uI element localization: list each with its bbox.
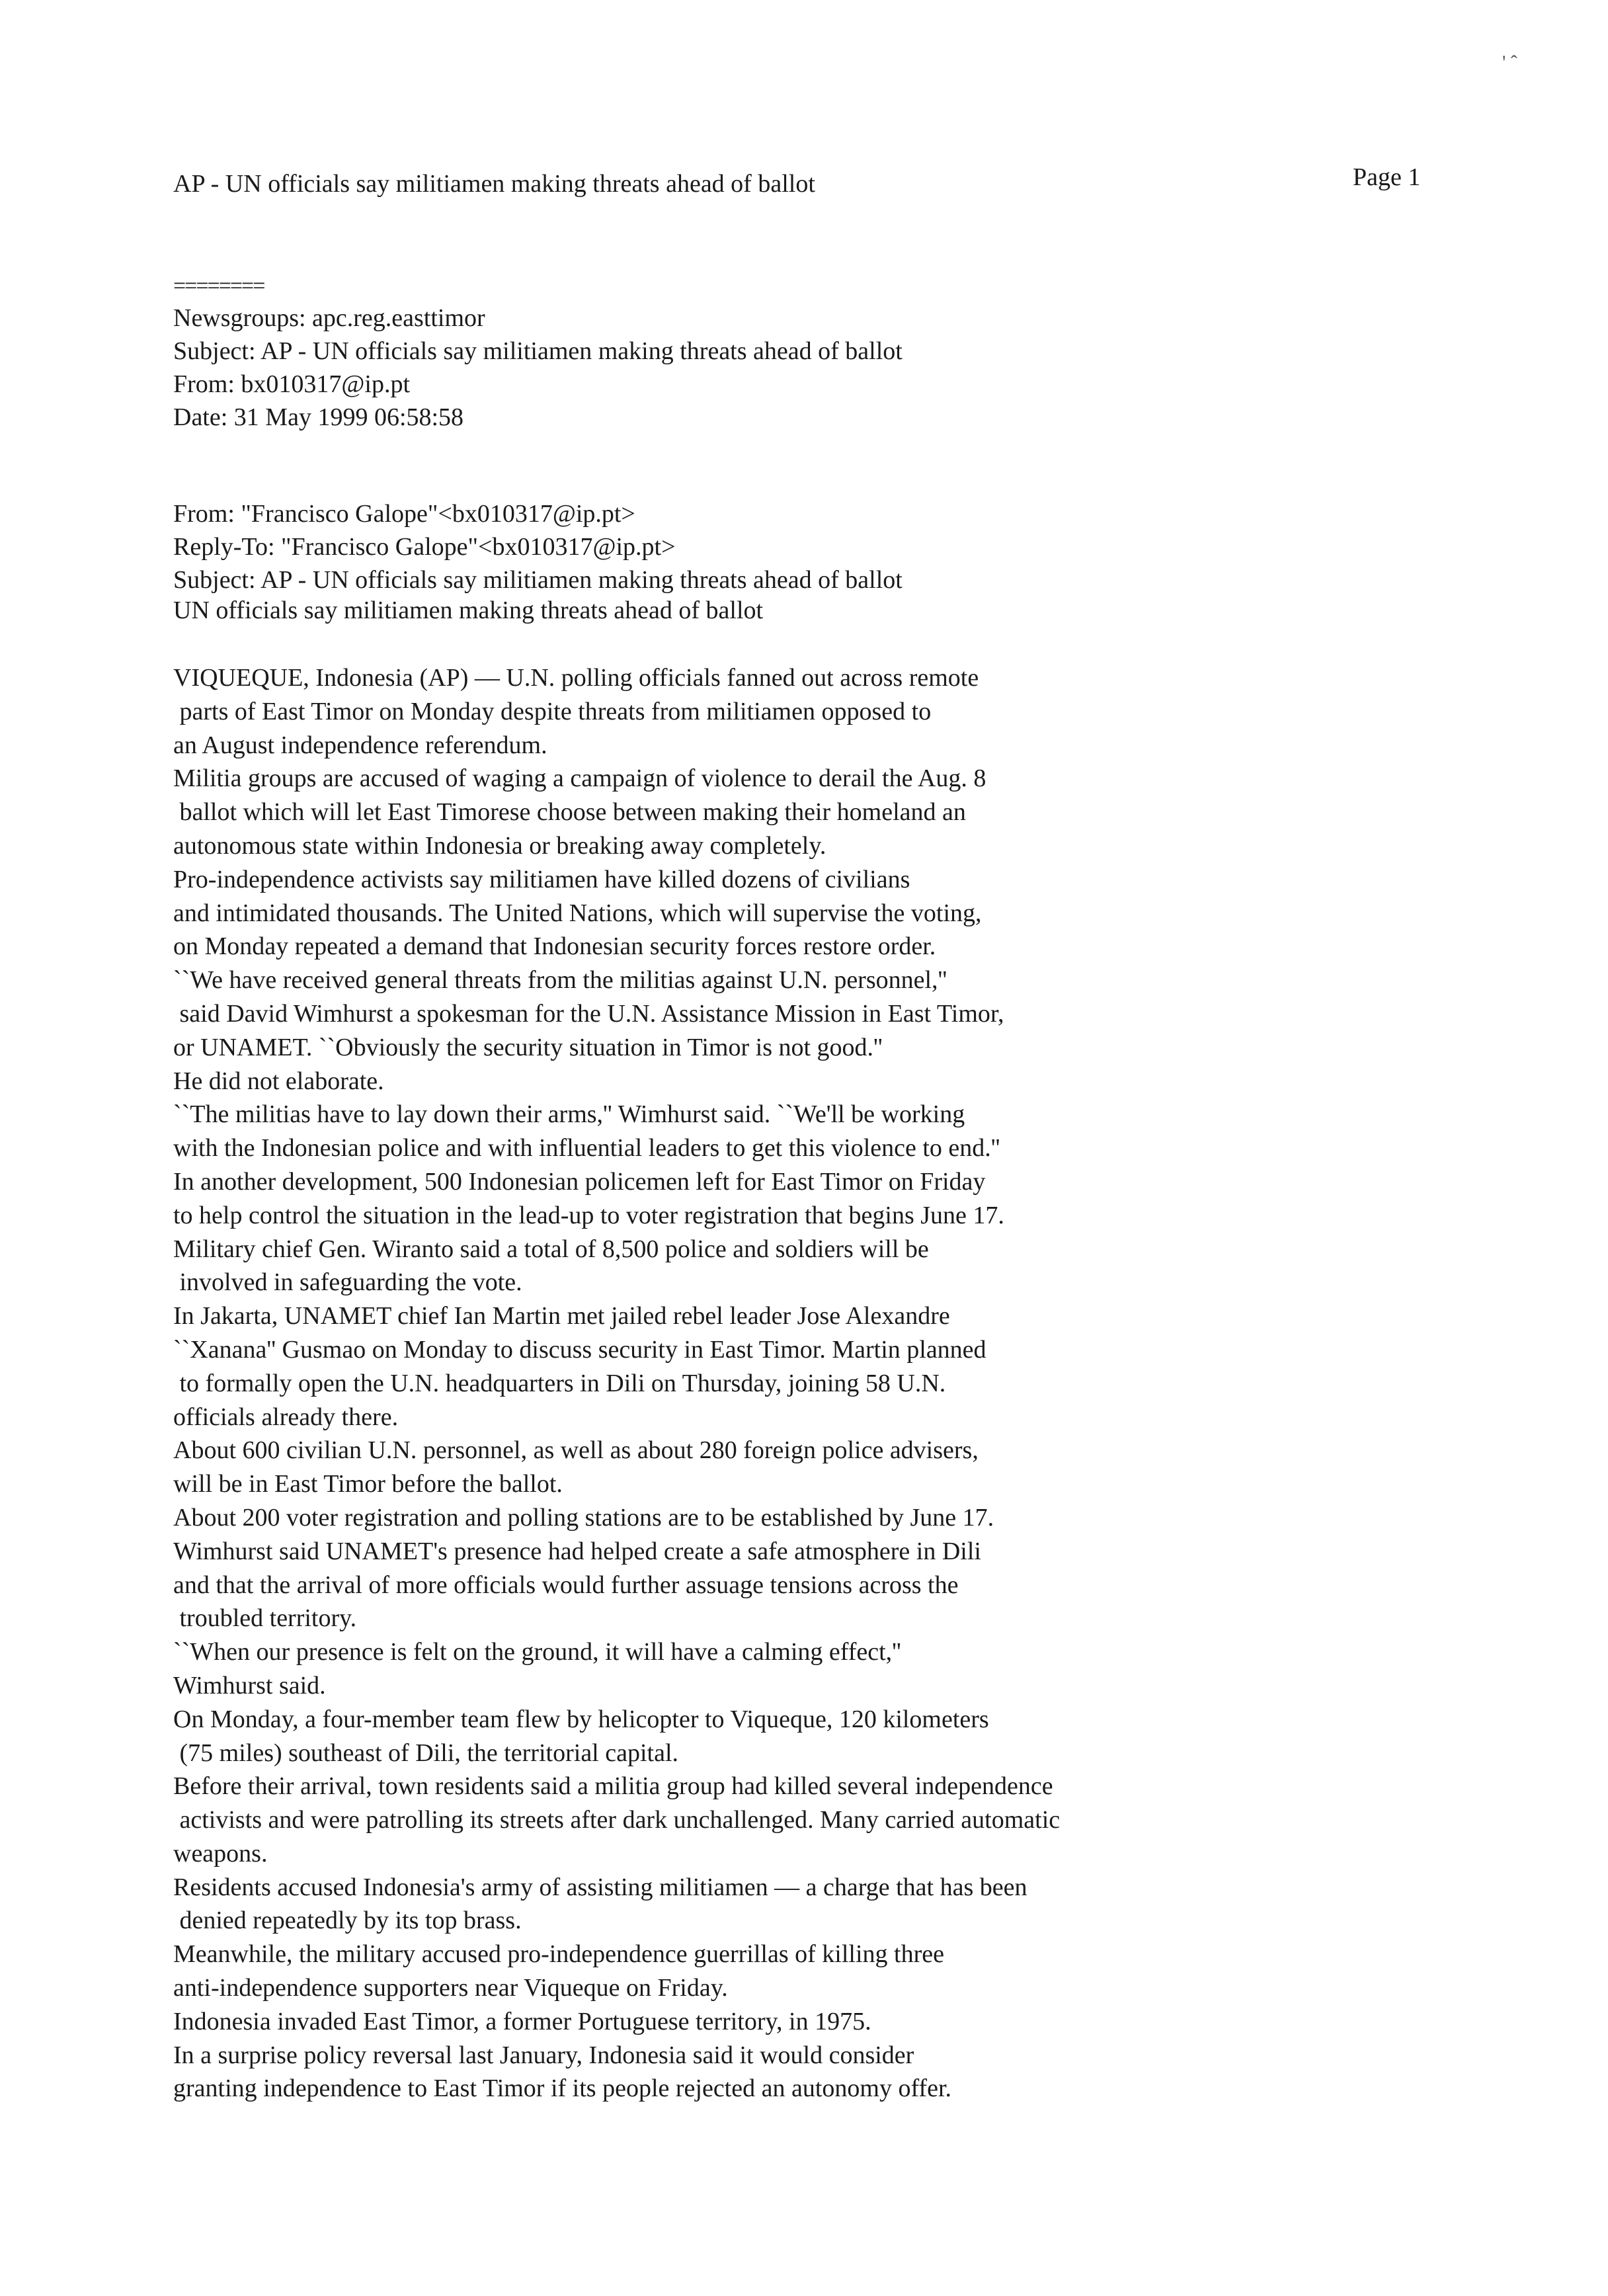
- article-line: On Monday, a four-member team flew by helicopter to Viqueque, 120 kilometers: [173, 1705, 989, 1733]
- header-from-name: From: "Francisco Galope"<bx010317@ip.pt>: [173, 500, 635, 528]
- article-line: Meanwhile, the military accused pro-independence guerrillas of killing three: [173, 1940, 944, 1969]
- article-line: Residents accused Indonesia's army of assisting militiamen — a charge that has been: [173, 1873, 1027, 1901]
- article-line: troubled territory.: [173, 1604, 357, 1633]
- article-line: denied repeatedly by its top brass.: [173, 1906, 522, 1935]
- article-line: or UNAMET. ``Obviously the security situation in Timor is not good.'': [173, 1033, 883, 1061]
- article-line: Wimhurst said UNAMET's presence had helped create a safe atmosphere in Dili: [173, 1537, 981, 1565]
- article-line: VIQUEQUE, Indonesia (AP) — U.N. polling officials fanned out across remote: [173, 664, 979, 692]
- article-line: Military chief Gen. Wiranto said a total of 8,500 police and soldiers will be: [173, 1235, 929, 1263]
- article-line: In another development, 500 Indonesian policemen left for East Timor on Friday: [173, 1167, 986, 1196]
- article-line: Indonesia invaded East Timor, a former Portuguese territory, in 1975.: [173, 2007, 871, 2035]
- article-line: with the Indonesian police and with influential leaders to get this violence to end.'': [173, 1134, 1000, 1163]
- article-line: In Jakarta, UNAMET chief Ian Martin met jailed rebel leader Jose Alexandre: [173, 1302, 950, 1331]
- page-number: Page 1: [1353, 163, 1421, 191]
- message-headers: [173, 497, 903, 596]
- header-subject: Subject: AP - UN officials say militiamen making threats ahead of ballot: [173, 337, 903, 365]
- separator-line: ========: [173, 274, 264, 298]
- article-line: on Monday repeated a demand that Indonesian security forces restore order.: [173, 932, 936, 961]
- article-line: ``When our presence is felt on the ground, it will have a calming effect,'': [173, 1638, 901, 1666]
- article-line: said David Wimhurst a spokesman for the U.N. Assistance Mission in East Timor,: [173, 999, 1004, 1028]
- article-line: involved in safeguarding the vote.: [173, 1268, 522, 1297]
- article-line: In a surprise policy reversal last January, Indonesia said it would consider: [173, 2041, 914, 2069]
- header-from: From: bx010317@ip.pt: [173, 370, 411, 398]
- header-date: Date: 31 May 1999 06:58:58: [173, 403, 464, 431]
- article-line: and intimidated thousands. The United Nations, which will supervise the voting,: [173, 899, 982, 927]
- corner-mark: ' ˆ: [1502, 52, 1517, 73]
- article-body: [173, 661, 1403, 2106]
- article-line: Before their arrival, town residents said a militia group had killed several independence: [173, 1772, 1053, 1801]
- running-title: AP - UN officials say militiamen making threats ahead of ballot: [173, 170, 815, 198]
- article-line: Pro-independence activists say militiamen have killed dozens of civilians: [173, 865, 910, 893]
- article-line: to help control the situation in the lead-up to voter registration that begins June 17.: [173, 1201, 1004, 1229]
- header-reply-to: Reply-To: "Francisco Galope"<bx010317@ip.pt>: [173, 533, 676, 561]
- article-line: Militia groups are accused of waging a campaign of violence to derail the Aug. 8: [173, 764, 986, 793]
- article-line: ``The militias have to lay down their arms,'' Wimhurst said. ``We'll be working: [173, 1100, 965, 1129]
- article-line: About 200 voter registration and polling stations are to be established by June 17.: [173, 1503, 994, 1532]
- article-line: (75 miles) southeast of Dili, the territorial capital.: [173, 1739, 679, 1767]
- article-line: weapons.: [173, 1839, 268, 1867]
- article-line: will be in East Timor before the ballot.: [173, 1470, 563, 1498]
- article-line: granting independence to East Timor if its people rejected an autonomy offer.: [173, 2074, 951, 2103]
- article-line: About 600 civilian U.N. personnel, as well as about 280 foreign police advisers,: [173, 1436, 979, 1465]
- article-line: officials already there.: [173, 1403, 399, 1431]
- newsgroup-headers: [173, 302, 903, 434]
- article-headline: UN officials say militiamen making threats ahead of ballot: [173, 596, 764, 624]
- article-line: ``We have received general threats from the militias against U.N. personnel,'': [173, 966, 947, 995]
- article-line: ballot which will let East Timorese choose between making their homeland an: [173, 798, 966, 827]
- article-line: to formally open the U.N. headquarters in Dili on Thursday, joining 58 U.N.: [173, 1369, 946, 1397]
- article-line: He did not elaborate.: [173, 1067, 384, 1095]
- article-line: autonomous state within Indonesia or breaking away completely.: [173, 831, 826, 860]
- article-line: anti-independence supporters near Viqueque on Friday.: [173, 1974, 728, 2002]
- article-line: parts of East Timor on Monday despite threats from militiamen opposed to: [173, 697, 932, 725]
- article-line: activists and were patrolling its streets after dark unchallenged. Many carried automatic: [173, 1806, 1061, 1834]
- article-line: and that the arrival of more officials would further assuage tensions across the: [173, 1571, 959, 1599]
- header-subject-repeat: Subject: AP - UN officials say militiamen making threats ahead of ballot: [173, 566, 903, 594]
- article-line: ``Xanana'' Gusmao on Monday to discuss security in East Timor. Martin planned: [173, 1335, 986, 1364]
- article-line: an August independence referendum.: [173, 731, 547, 759]
- header-newsgroups: Newsgroups: apc.reg.easttimor: [173, 304, 485, 332]
- article-line: Wimhurst said.: [173, 1671, 326, 1700]
